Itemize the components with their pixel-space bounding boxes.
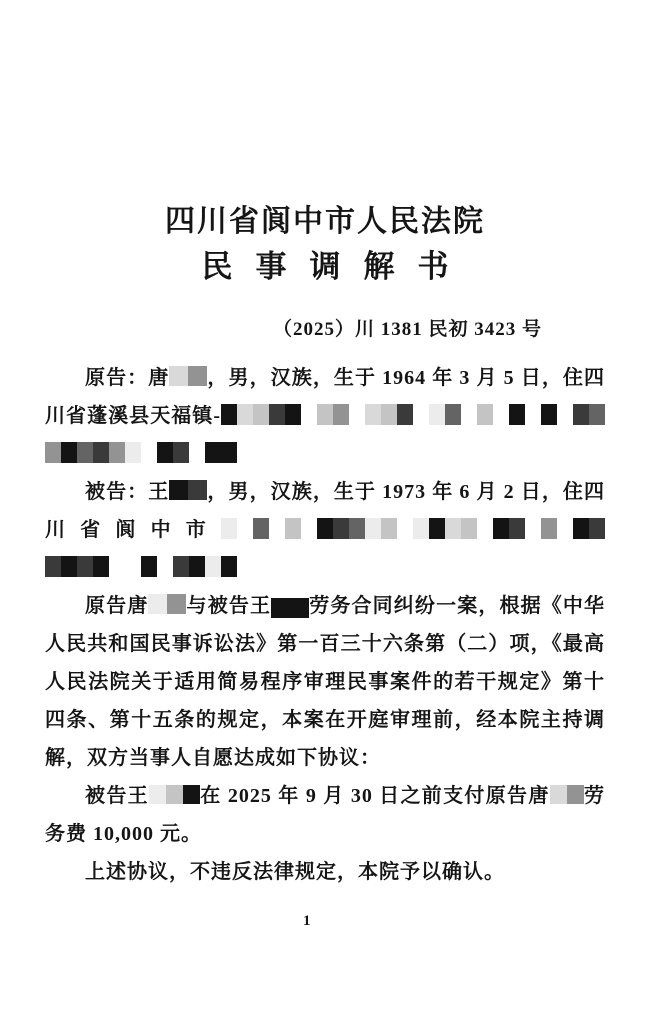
case-basis-paragraph: [45, 587, 605, 777]
case-basis-text-2: 与被告王: [186, 595, 272, 617]
defendant-lead-text: 被告：王: [85, 481, 170, 503]
defendant-paragraph: [45, 473, 605, 587]
plaintiff-lead-text: 原告：唐: [85, 367, 170, 389]
plaintiff-address-redaction: [221, 405, 605, 427]
document-type-title: 民事调解书: [201, 249, 472, 284]
agreement-text-3: 劳务费 10,000 元。: [45, 785, 606, 845]
defendant-name-redaction: [271, 595, 309, 617]
document-body: [45, 359, 605, 891]
page-number: 1: [303, 913, 311, 929]
case-number: （2025）川 1381 民初 3423 号: [272, 319, 542, 340]
plaintiff-address-redaction: [45, 443, 237, 465]
agreement-text-1: 被告王: [85, 785, 149, 807]
defendant-address-redaction: [221, 519, 605, 541]
plaintiff-name-redaction: [148, 595, 186, 617]
plaintiff-paragraph: [45, 359, 605, 473]
agreement-paragraph: [45, 777, 605, 853]
defendant-name-redaction: [169, 481, 207, 503]
agreement-text-2: 在 2025 年 9 月 30 日之前支付原告唐: [199, 785, 550, 807]
plaintiff-name-redaction: [550, 785, 584, 807]
defendant-info-text: ，男，汉族，生于 1973 年 6 月 2 日，住四川省阆中市: [45, 481, 606, 541]
defendant-address-redaction: [45, 557, 237, 579]
confirmation-text: 上述协议，不违反法律规定，本院予以确认。: [85, 861, 505, 883]
defendant-name-redaction: [149, 785, 200, 807]
case-basis-text-3: 劳务合同纠纷一案，根据《中华人民共和国民事诉讼法》第一百三十六条第（二）项，《最高人民法院关于适用简易程序审理民事案件的若干规定》第十四条、第十五条的规定，本案在开庭审理前，经本院主持调解，双方当事人自愿达成如下协议：: [45, 595, 606, 769]
confirmation-paragraph: [45, 853, 605, 891]
case-basis-text-1: 原告唐: [85, 595, 149, 617]
plaintiff-info-text: ，男，汉族，生于 1964 年 3 月 5 日，住四川省蓬溪县天福镇-: [45, 367, 606, 427]
plaintiff-name-redaction: [169, 367, 207, 389]
court-name-title: 四川省阆中市人民法院: [165, 205, 485, 238]
